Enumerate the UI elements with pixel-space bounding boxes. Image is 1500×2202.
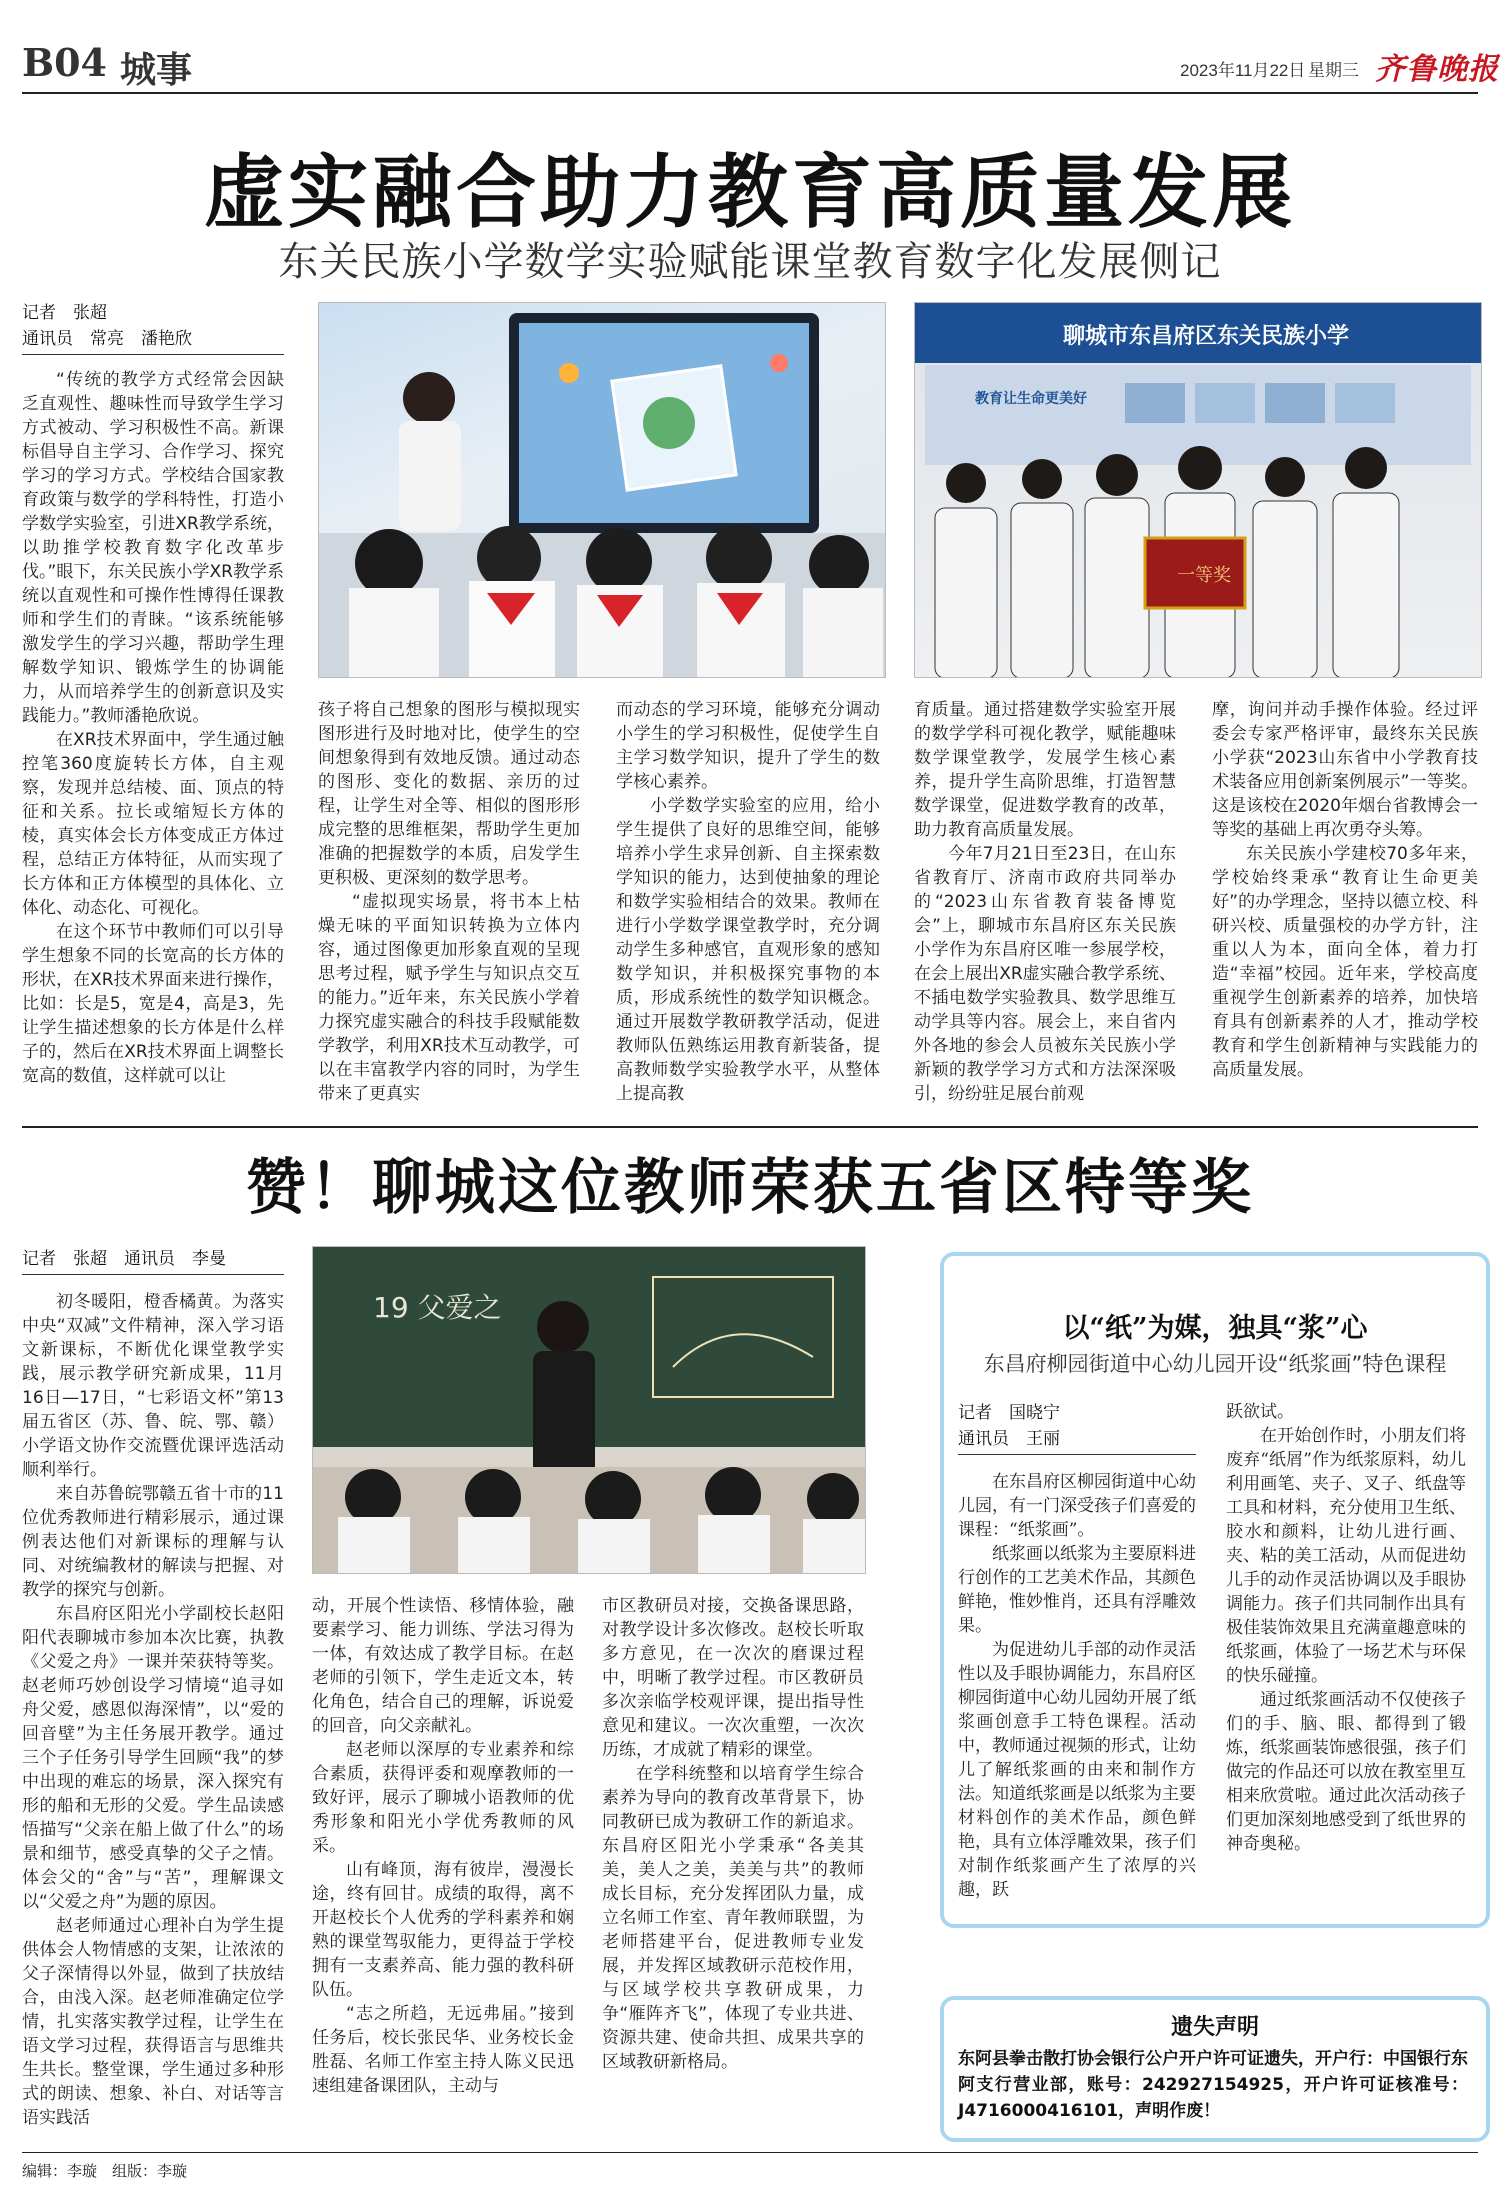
article-separator — [22, 1126, 1478, 1128]
notice-body: 东阿县拳击散打协会银行公户开户许可证遗失，开户行：中国银行东阿支行营业部，账号：242927154925，开户许可证核准号：J4716000416101，声明作废！ — [958, 2049, 1468, 2121]
paragraph: 通过纸浆画活动不仅使孩子们的手、脑、眼、都得到了锻炼，纸浆画装饰感很强，孩子们做完的作品还可以放在教室里互相来欣赏啦。通过此次活动孩子们更加深刻地感受到了纸世界的神奇奥秘。 — [1226, 1690, 1466, 1854]
paragraph: 为促进幼儿手部的动作灵活性以及手眼协调能力，东昌府区柳园街道中心幼儿园幼开展了纸浆画创意手工特色课程。活动中，教师通过视频的形式，让幼儿了解纸浆画的由来和制作方法。知道纸浆画是以纸浆为主要材料创作的美术作品，颜色鲜艳，具有立体浮雕效果，孩子们对制作纸浆画产生了浓厚的兴趣，跃 — [958, 1640, 1196, 1900]
article3-column-2 — [1226, 1400, 1466, 1900]
article1-column-4 — [914, 698, 1176, 1124]
paragraph: 赵老师通过心理补白为学生提供体会人物情感的支架，让浓浓的父子深情得以外显，做到了扶放结合，由浅入深。赵老师准确定位学情，扎实落实教学过程，让学生在语文学习过程，获得语言与思维共生共长。整堂课，学生通过多种形式的朗读、想象、补白、对话等言语实践活 — [22, 1916, 284, 2128]
article2-column-3 — [602, 1594, 864, 2138]
paragraph: 市区教研员对接，交换备课思路，对教学设计多次修改。赵校长听取多方意见，在一次次的磨课过程中，明晰了教学过程。市区教研员多次亲临学校观评课，提出指导性意见和建议。一次次重塑，一次次历练，才成就了精彩的课堂。 — [602, 1596, 864, 1760]
paragraph: 纸浆画以纸浆为主要原料进行创作的工艺美术作品，其颜色鲜艳，惟妙惟肖，还具有浮雕效果。 — [958, 1544, 1196, 1636]
paragraph: 在学科统整和以培育学生综合素养为导向的教育改革背景下，协同教研已成为教研工作的新追求。东昌府区阳光小学秉承“各美其美，美人之美，美美与共”的教师成长目标，充分发挥团队力量，成立名师工作室、青年教师联盟，为老师搭建平台，促进教师专业发展，并发挥区域教研示范校作用，与区域学校共享教研成果，力争“雁阵齐飞”，体现了专业共进、资源共建、使命共担、成果共享的区域教研新格局。 — [602, 1764, 864, 2072]
article1-column-1 — [22, 368, 284, 1120]
page-number: B04 — [22, 40, 107, 85]
article1-title: 虚实融合助力教育高质量发展 — [204, 145, 1296, 239]
photo-cert-text: 一等奖 — [1177, 565, 1231, 586]
article2-title: 赞！聊城这位教师荣获五省区特等奖 — [246, 1153, 1254, 1223]
paragraph: “虚拟现实场景，将书本上枯燥无味的平面知识转换为立体内容，通过图像更加形象直观的呈现思考过程，赋予学生与知识点交互的能力。”近年来，东关民族小学着力探究虚实融合的科技手段赋能数学教学，利用XR技术互动教学，可以在丰富教学内容的同时，为学生带来了更真实 — [318, 892, 580, 1104]
footer-rule — [22, 2152, 1478, 2153]
footer-credits: 编辑：李璇 组版：李璇 — [22, 2162, 188, 2180]
paragraph: 东昌府区阳光小学副校长赵阳阳代表聊城市参加本次比赛，执教《父爱之舟》一课并荣获特等奖。赵老师巧妙创设学习情境“追寻如舟父爱，感恩似海深情”，以“爱的回音壁”为主任务展开教学。通过三个子任务引导学生回顾“我”的梦中出现的难忘的场景，深入探究有形的船和无形的父爱。学生品读感悟描写“父亲在船上做了什么”的场景和细节，感受真挚的父子之情。体会父的“舍”与“苦”，理解课文以“父爱之舟”为题的原因。 — [22, 1604, 284, 1912]
article1-column-3 — [616, 698, 880, 1124]
paragraph: 在XR技术界面中，学生通过触控笔360度旋转长方体，自主观察，发现并总结棱、面、顶点的特征和关系。拉长或缩短长方体的棱，真实体会长方体变成正方体过程，总结正方体特征，从而实现了长方体和正方体模型的具体化、立体化、动态化、可视化。 — [22, 730, 284, 918]
paragraph: 育质量。通过搭建数学实验室开展的数学学科可视化教学，赋能趣味数学课堂教学，发展学生核心素养，提升学生高阶思维，打造智慧数学课堂，促进数学教育的改革，助力教育高质量发展。 — [914, 700, 1176, 840]
paragraph-continuation: 跃欲试。 — [1226, 1402, 1294, 1422]
paragraph: 而动态的学习环境，能够充分调动小学生的学习积极性，促使学生自主学习数学知识，提升了学生的数学核心素养。 — [616, 700, 880, 792]
photo-award-group — [914, 302, 1482, 678]
paragraph: 今年7月21日至23日，在山东省教育厅、济南市政府共同举办的“2023山东省教育装备博览会”上，聊城市东昌府区东关民族小学作为东昌府区唯一参展学校，在会上展出XR虚实融合教学系统、不插电数学实验教具、数学思维互动学具等内容。展会上，来自省内外各地的参会人员被东关民族小学新颖的教学学习方式和方法深深吸引，纷纷驻足展台前观 — [914, 844, 1176, 1104]
paragraph: 在东昌府区柳园街道中心幼儿园，有一门深受孩子们喜爱的课程：“纸浆画”。 — [958, 1472, 1196, 1540]
paragraph: “传统的教学方式经常会因缺乏直观性、趣味性而导致学生学习方式被动、学习积极性不高。新课标倡导自主学习、合作学习、探究学习的学习方式。学校结合国家教育政策与数学的学科特性，打造小学数学实验室，引进XR教学系统，以助推学校教育数字化改革步伐。”眼下，东关民族小学XR教学系统以直观性和可操作性博得任课教师和学生们的青睐。“该系统能够激发学生的学习兴趣，帮助学生理解数学知识、锻炼学生的协调能力，从而培养学生的创新意识及实践能力。”教师潘艳欣说。 — [22, 370, 284, 726]
paragraph: 在这个环节中教师们可以引导学生想象不同的长宽高的长方体的形状，在XR技术界面来进行操作，比如：长是5，宽是4，高是3，先让学生描述想象的长方体是什么样子的，然后在XR技术界面上调整长宽高的数值，这样就可以让 — [22, 922, 284, 1086]
classroom-xr-illustration — [319, 303, 885, 677]
byline-text: 记者 张超 通讯员 李曼 — [22, 1246, 284, 1275]
teacher-class-illustration — [313, 1247, 865, 1573]
byline-correspondent: 通讯员 王丽 — [958, 1426, 1196, 1455]
issue-weekday: 星期三 — [1308, 61, 1359, 80]
notice-title: 遗失声明 — [1170, 2015, 1259, 2040]
photo-board-text: 教育让生命更美好 — [975, 391, 1087, 407]
blackboard-text: 19 父爱之 — [373, 1291, 502, 1324]
paragraph: 小学数学实验室的应用，给小学生提供了良好的思维空间，能够培养小学生求异创新、自主探索数学知识的能力，达到使抽象的理论和数学实验相结合的效果。教师在进行小学数学课堂教学时，充分调动学生多种感官，直观形象的感知数学知识，并积极探究事物的本质，形成系统性的数学知识概念。通过开展数学教研教学活动，促进教师队伍熟练运用教育新装备，提高教师数学实验教学水平，从整体上提高教 — [616, 796, 880, 1104]
article3-title: 以“纸”为媒，独具“浆”心 — [1062, 1313, 1368, 1344]
paragraph: 赵老师以深厚的专业素养和综合素质，获得评委和观摩教师的一致好评，展示了聊城小语教师的优秀形象和阳光小学优秀教师的风采。 — [312, 1740, 574, 1856]
paragraph: 初冬暖阳，橙香橘黄。为落实中央“双减”文件精神，深入学习语文新课标，不断优化课堂教学实践，展示教学研究新成果，11月16日—17日，“七彩语文杯”第13届五省区（苏、鲁、皖、鄂、赣）小学语文协作交流暨优课评选活动顺利举行。 — [22, 1292, 284, 1480]
paragraph: 摩，询问并动手操作体验。经过评委会专家严格评审，最终东关民族小学获“2023山东省中小学教育技术装备应用创新案例展示”一等奖。这是该校在2020年烟台省教博会一等奖的基础上再次勇夺头筹。 — [1212, 700, 1478, 840]
paragraph: 在开始创作时，小朋友们将废弃“纸屑”作为纸浆原料，幼儿利用画笔、夹子、叉子、纸盘等工具和材料，充分使用卫生纸、胶水和颜料，让幼儿进行画、夹、粘的美工活动，从而促进幼儿手的动作灵活协调以及手眼协调能力。孩子们共同制作出具有极佳装饰效果且充满童趣意味的纸浆画，体验了一场艺术与环保的快乐碰撞。 — [1226, 1426, 1466, 1686]
paragraph: 山有峰顶，海有彼岸，漫漫长途，终有回甘。成绩的取得，离不开赵校长个人优秀的学科素养和娴熟的课堂驾驭能力，更得益于学校拥有一支素养高、能力强的教科研队伍。 — [312, 1860, 574, 2000]
section-name: 城事 — [120, 49, 193, 91]
article3-subtitle: 东昌府柳园街道中心幼儿园开设“纸浆画”特色课程 — [983, 1352, 1447, 1376]
article3-byline — [958, 1400, 1196, 1455]
newspaper-logo: 齐鲁晚报 — [1375, 52, 1499, 87]
article3-column-1 — [958, 1470, 1196, 1900]
paragraph: 孩子将自己想象的图形与模拟现实图形进行及时地对比，使学生的空间想象得到有效地反馈。通过动态的图形、变化的数据、亲历的过程，让学生对全等、相似的图形形成完整的思维框架，帮助学生更加准确的把握数学的本质，启发学生更积极、更深刻的数学思考。 — [318, 700, 580, 888]
article1-column-2 — [318, 698, 580, 1124]
photo-banner-text: 聊城市东昌府区东关民族小学 — [1063, 324, 1350, 349]
paragraph: 动，开展个性读悟、移情体验，融要素学习、能力训练、学法习得为一体，有效达成了教学目标。在赵老师的引领下，学生走近文本，转化角色，结合自己的理解，诉说爱的回音，向父亲献礼。 — [312, 1596, 574, 1736]
paragraph: 东关民族小学建校70多年来，学校始终秉承“教育让生命更美好”的办学理念，坚持以德立校、科研兴校、质量强校的办学方针，注重以人为本，面向全体，着力打造“幸福”校园。近年来，学校高度重视学生创新素养的培养，加快培育具有创新素养的人才，推动学校教育和学生创新精神与实践能力的高质量发展。 — [1212, 844, 1478, 1080]
photo-classroom-xr — [318, 302, 886, 678]
article2-byline — [22, 1246, 284, 1275]
issue-date: 2023年11月22日 — [1180, 61, 1306, 80]
article2-column-1 — [22, 1290, 284, 2138]
paragraph: 来自苏鲁皖鄂赣五省十市的11位优秀教师进行精彩展示，通过课例表达他们对新课标的理解与认同、对统编教材的解读与把握、对教学的探究与创新。 — [22, 1484, 284, 1600]
article1-subtitle: 东关民族小学数学实验赋能课堂教育数字化发展侧记 — [278, 239, 1222, 285]
paragraph: “志之所趋，无远弗届。”接到任务后，校长张民华、业务校长金胜磊、名师工作室主持人陈义民迅速组建备课团队，主动与 — [312, 2004, 574, 2096]
header-rule — [22, 92, 1478, 94]
award-group-illustration — [915, 303, 1481, 677]
article2-column-2 — [312, 1594, 574, 2138]
byline-reporter: 记者 张超 — [22, 303, 107, 323]
byline-correspondent: 通讯员 常亮 潘艳欣 — [22, 326, 284, 355]
byline-reporter: 记者 国晓宁 — [958, 1403, 1060, 1423]
article1-column-5 — [1212, 698, 1478, 1124]
article1-byline — [22, 300, 284, 355]
photo-teacher-class — [312, 1246, 866, 1574]
